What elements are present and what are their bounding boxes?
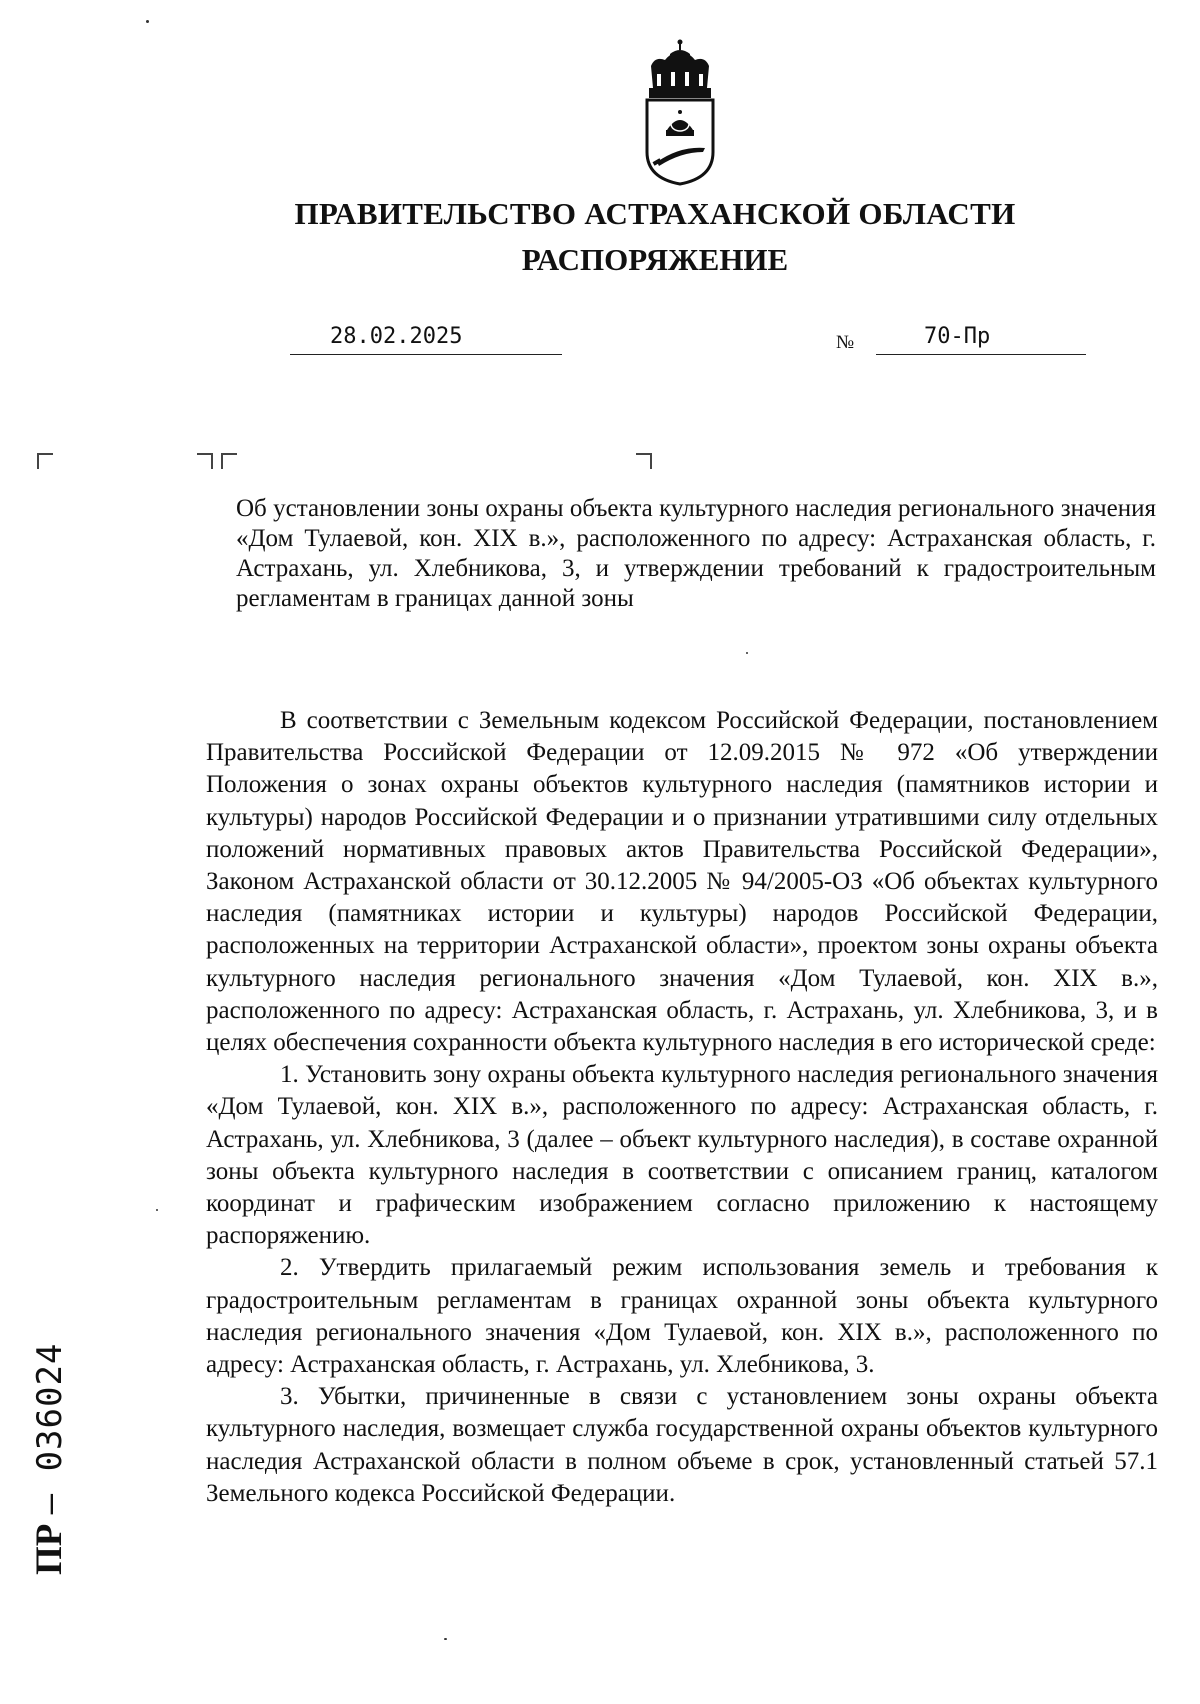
preamble-paragraph: В соответствии с Земельным кодексом Российской Федерации, постановлением Правительства Российской Федерации от 12.09.2015 № 972 «Об утверждении Положения о зонах охраны объектов культурного наследия (памятников истории и культуры) народов Российской Федерации и о признании утратившими силу отдельных положений нормативных правовых актов Правительства Российской Федерации», Законом Астраханской области от 30.12.2005 № 94/2005-ОЗ «Об объектах культурного наследия (памятниках истории и культуры) народов Российской Федерации, расположенных на территории Астраханской области», проектом зоны охраны объекта культурного наследия регионального значения «Дом Тулаевой, кон. XIX в.», расположенного по адресу: Астраханская область, г. Астрахань, ул. Хлебникова, 3, и в целях обеспечения сохранности объекта культурного наследия в его исторической среде: bbox=[206, 707, 1158, 1057]
scan-speck bbox=[146, 20, 149, 23]
corner-mark bbox=[197, 453, 213, 469]
serial-prefix: ПР bbox=[29, 1523, 70, 1575]
document-number bbox=[876, 318, 1086, 355]
scan-speck bbox=[444, 1638, 447, 1640]
serial-number bbox=[28, 1342, 71, 1575]
number-sign: № bbox=[836, 332, 855, 353]
corner-mark bbox=[37, 453, 53, 469]
scan-speck bbox=[746, 652, 748, 654]
document-subject: Об установлении зоны охраны объекта культурного наследия регионального значения «Дом Тулаевой, кон. XIX в.», расположенного по адресу: Астраханская область, г. Астрахань, ул. Хлебникова, 3, и утверждении требований к градостроительным регламентам в границах данной зоны bbox=[236, 495, 1156, 612]
document-body bbox=[206, 705, 1158, 1510]
item-1-paragraph: 1. Установить зону охраны объекта культурного наследия регионального значения «Дом Тулаевой, кон. XIX в.», расположенного по адресу: Астраханская область, г. Астрахань, ул. Хлебникова, 3 (далее – объект культурного наследия), в составе охранной зоны объекта культурного наследия в соответствии с описанием границ, каталогом координат и графическим изображением согласно приложению к настоящему распоряжению. bbox=[206, 1061, 1158, 1250]
document-type: РАСПОРЯЖЕНИЕ bbox=[521, 242, 789, 277]
serial-value: – 036024 bbox=[30, 1342, 70, 1515]
number-value: 70-Пр bbox=[924, 324, 991, 349]
item-3-paragraph: 3. Убытки, причиненные в связи с установлением зоны охраны объекта культурного наследия, возмещает служба государственной охраны объектов культурного наследия Астраханской области в полном объеме в срок, установленный статьей 57.1 Земельного кодекса Российской Федерации. bbox=[206, 1383, 1158, 1507]
document-date bbox=[290, 318, 562, 355]
corner-mark bbox=[636, 453, 652, 469]
corner-mark bbox=[221, 453, 237, 469]
item-2-paragraph: 2. Утвердить прилагаемый режим использования земель и требования к градостроительным регламентам в границах охранной зоны объекта культурного наследия регионального значения «Дом Тулаевой, кон. XIX в.», расположенного по адресу: Астраханская область, г. Астрахань, ул. Хлебникова, 3. bbox=[206, 1254, 1158, 1379]
coat-of-arms-icon bbox=[643, 36, 717, 186]
scan-speck bbox=[156, 1209, 158, 1211]
organization-name: ПРАВИТЕЛЬСТВО АСТРАХАНСКОЙ ОБЛАСТИ bbox=[294, 196, 1016, 231]
date-value: 28.02.2025 bbox=[330, 324, 463, 349]
